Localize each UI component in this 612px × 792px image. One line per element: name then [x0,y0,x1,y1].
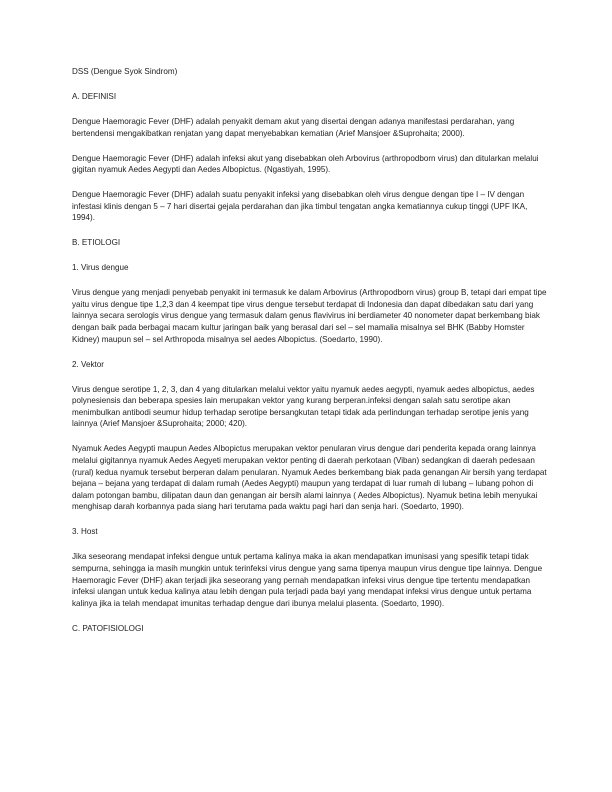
definisi-paragraph-2: Dengue Haemoragic Fever (DHF) adalah infeksi akut yang disebabkan oleh Arbovirus (arthropodborn virus) dan ditularkan melalui gigitan nyamuk Aedes Aegypti dan Aedes Albopictus. (Ngastiyah, 1995). [72,153,539,175]
vektor-paragraph-1: Virus dengue serotipe 1, 2, 3, dan 4 yang ditularkan melalui vektor yaitu nyamuk aedes aegypti, nyamuk aedes albopictus, aedes polynesiensis dan beberapa spesies lain merupakan vektor yang kurang berperan.infeksi dengan salah satu serotipe akan menimbulkan antibodi seumur hidup terhadap serotipe bersangkutan tetapi tidak ada perlindungan terhadap serotipe jenis yang lainnya (Arief Mansjoer &Suprohaita; 2000; 420). [72,384,535,429]
section-heading-etiologi: B. ETIOLOGI [72,238,121,248]
document-page [72,66,550,648]
subsection-heading-virus: 1. Virus dengue [72,263,129,273]
section-heading-definisi: A. DEFINISI [72,91,117,101]
host-paragraph: Jika seseorang mendapat infeksi dengue untuk pertama kalinya maka ia akan mendapatkan imunisasi yang spesifik tetapi tidak sempurna, sehingga ia masih mungkin untuk terinfeksi virus dengue yang sama tipenya maupun virus dengue tipe lainnya. Dengue Haemoragic Fever (DHF) akan terjadi jika seseorang yang pernah mendapatkan infeksi virus dengue tipe tertentu mendapatkan infeksi ulangan untuk kedua kalinya atau lebih dengan pula terjadi pada bayi yang mendapat infeksi virus dengue untuk pertama kalinya jika ia telah mendapat imunitas terhadap dengue dari ibunya melalui plasenta. (Soedarto, 1990). [72,552,543,608]
document-title: DSS (Dengue Syok Sindrom) [72,67,178,76]
definisi-paragraph-3: Dengue Haemoragic Fever (DHF) adalah suatu penyakit infeksi yang disebabkan oleh virus dengue dengan tipe I – IV dengan infestasi klinis dengan 5 – 7 hari disertai gejala perdarahan dan jika timbul tengatan angka kematiannya cukup tinggi (UPF IKA, 1994). [72,190,528,223]
vektor-paragraph-2: Nyamuk Aedes Aegypti maupun Aedes Albopictus merupakan vektor penularan virus dengue dari penderita kepada orang lainnya melalui gigitannya nyamuk Aedes Aegyeti merupakan vektor penting di daerah perkotaan (Viban) sedangkan di daerah pedesaan (rural) kedua nyamuk tersebut berperan dalam penularan. Nyamuk Aedes berkembang biak pada genangan Air bersih yang terdapat bejana – bejana yang terdapat di dalam rumah (Aedes Aegypti) maupun yang terdapat di luar rumah di lubang – lubang pohon di dalam potongan bambu, dilipatan daun dan genangan air bersih alami lainnya ( Aedes Albopictus). Nyamuk betina lebih menyukai menghisap darah korbannya pada siang hari terutama pada waktu pagi hari dan senja hari. (Soedarto, 1990). [72,444,547,512]
subsection-heading-host: 3. Host [72,527,98,537]
definisi-paragraph-1: Dengue Haemoragic Fever (DHF) adalah penyakit demam akut yang disertai dengan adanya manifestasi perdarahan, yang bertendensi mengakibatkan renjatan yang dapat menyebabkan kematian (Arief Mansjoer &Suprohaita; 2000). [72,116,515,138]
subsection-heading-vektor: 2. Vektor [72,359,104,369]
section-heading-patofisiologi: C. PATOFISIOLOGI [72,623,144,633]
virus-paragraph: Virus dengue yang menjadi penyebab penyakit ini termasuk ke dalam Arbovirus (Arthropodborn virus) group B, tetapi dari empat tipe yaitu virus dengue tipe 1,2,3 dan 4 keempat tipe virus dengue tersebut terdapat di Indonesia dan dapat dibedakan satu dari yang lainnya secara serologis virus dengue yang termasuk dalam genus flavivirus ini berdiameter 40 nonometer dapat berkembang biak dengan baik pada berbagai macam kultur jaringan baik yang berasal dari sel – sel mamalia misalnya sel BHK (Babby Homster Kidney) maupun sel – sel Arthropoda misalnya sel aedes Albopictus. (Soedarto, 1990). [72,288,547,344]
